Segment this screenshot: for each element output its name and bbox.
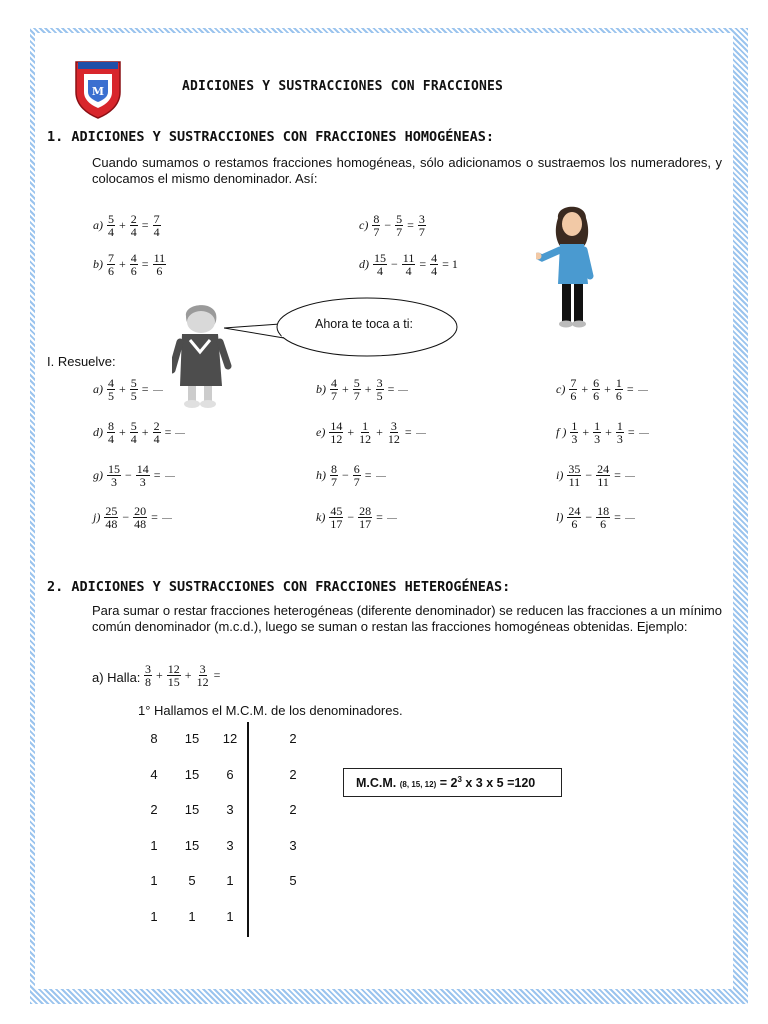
mcm-cell: 2 <box>289 766 297 782</box>
section1-intro: Cuando sumamos o restamos fracciones homogéneas, sólo adicionamos o sustraemos los numeradores, y colocamos el mismo denominador. Así: <box>92 155 722 186</box>
operator: + <box>119 218 126 232</box>
mcm-cell: 4 <box>150 766 158 782</box>
example-halla <box>142 663 222 688</box>
denominator: 11 <box>568 475 581 489</box>
mcm-cell: 15 <box>184 802 200 818</box>
table-divider <box>247 722 249 937</box>
denominator: 7 <box>331 475 337 489</box>
mcm-cell: 5 <box>188 873 196 889</box>
fraction <box>353 463 361 488</box>
exercise-item <box>556 505 635 530</box>
numerator: 3 <box>390 419 397 433</box>
example-halla-label: a) Halla: <box>92 670 141 685</box>
fraction <box>592 377 600 402</box>
numerator: 7 <box>153 212 160 226</box>
answer-blank <box>625 517 635 519</box>
exercise-heading: I. Resuelve: <box>47 354 116 369</box>
mcm-cell: 2 <box>289 802 297 818</box>
mcm-cell: 2 <box>150 802 158 818</box>
answer-blank <box>625 475 635 477</box>
denominator: 6 <box>600 517 607 531</box>
operator: + <box>184 668 192 682</box>
mcm-cell: 1 <box>150 908 158 924</box>
fraction <box>196 663 210 688</box>
mcm-subscript: (8, 15, 12) <box>399 780 437 790</box>
equals-sign: = <box>364 468 372 482</box>
equals-sign: = <box>419 257 427 271</box>
numerator: 4 <box>331 376 337 390</box>
denominator: 4 <box>108 432 114 446</box>
denominator: 6 <box>108 264 114 278</box>
answer-blank <box>398 389 408 391</box>
denominator: 17 <box>359 517 372 531</box>
page-title: ADICIONES Y SUSTRACCIONES CON FRACCIONES <box>182 79 504 94</box>
step1-text: 1° Hallamos el M.C.M. de los denominadores. <box>138 703 403 718</box>
operator: + <box>605 425 612 439</box>
speech-bubble-text: Ahora te toca a ti: <box>315 317 413 331</box>
numerator: 7 <box>108 251 114 265</box>
denominator: 6 <box>615 389 622 403</box>
numerator: 2 <box>153 419 160 433</box>
numerator: 5 <box>353 376 360 390</box>
item-label: j) <box>93 510 101 524</box>
denominator: 7 <box>353 475 360 489</box>
mcm-cell: 8 <box>150 731 158 747</box>
numerator: 1 <box>571 419 578 433</box>
numerator: 3 <box>376 376 383 390</box>
operator: + <box>582 425 590 439</box>
item-label: b) <box>316 382 326 396</box>
answer-blank <box>639 432 649 434</box>
denominator: 7 <box>373 225 380 239</box>
denominator: 48 <box>134 517 147 531</box>
operator: − <box>122 510 130 524</box>
fraction <box>372 213 380 238</box>
fraction <box>130 252 138 277</box>
mcm-cell: 1 <box>226 908 234 924</box>
answer-blank <box>416 432 426 434</box>
item-label: d) <box>93 425 103 439</box>
item-label: a) <box>93 382 103 396</box>
equals-sign: = <box>407 218 414 232</box>
numerator: 1 <box>616 419 623 433</box>
operator: − <box>347 510 355 524</box>
denominator: 12 <box>359 432 372 446</box>
example-a <box>93 213 163 238</box>
numerator: 3 <box>199 662 206 676</box>
equals-sign: = <box>164 425 172 439</box>
answer-blank <box>376 475 386 477</box>
operator: − <box>342 468 349 482</box>
operator: + <box>347 425 355 439</box>
fraction <box>330 377 338 402</box>
mcm-prefix: M.C.M. <box>356 776 397 791</box>
mcm-row <box>135 792 321 828</box>
exercise-item <box>316 420 426 445</box>
numerator: 6 <box>353 462 360 476</box>
denominator: 4 <box>153 432 160 446</box>
equals-sign: = <box>614 510 621 524</box>
fraction <box>373 252 387 277</box>
denominator: 4 <box>153 225 160 239</box>
denominator: 3 <box>594 432 601 446</box>
mcm-row <box>135 828 321 864</box>
fraction <box>353 377 361 402</box>
exercise-item <box>556 420 649 445</box>
exercise-item <box>556 377 648 402</box>
answer-blank <box>175 432 185 434</box>
fraction <box>329 505 343 530</box>
numerator: 45 <box>330 504 343 518</box>
operator: + <box>604 382 611 396</box>
exercise-item <box>93 463 175 488</box>
fraction <box>430 252 438 277</box>
equals-sign: = <box>627 425 635 439</box>
numerator: 8 <box>331 462 337 476</box>
item-label: c) <box>359 218 369 232</box>
mcm-cell: 15 <box>184 766 200 782</box>
equals-sign: = <box>141 382 149 396</box>
equals-sign: = <box>387 382 395 396</box>
numerator: 14 <box>330 419 343 433</box>
denominator: 6 <box>130 264 137 278</box>
equals-sign: = <box>141 257 149 271</box>
numerator: 5 <box>108 212 114 226</box>
mcm-cell <box>249 899 321 935</box>
fraction <box>107 463 121 488</box>
mcm-result-box <box>343 768 562 797</box>
fraction <box>130 213 138 238</box>
denominator: 4 <box>377 264 383 278</box>
item-label: k) <box>316 510 326 524</box>
operator: + <box>141 425 149 439</box>
numerator: 3 <box>418 212 425 226</box>
denominator: 4 <box>108 225 114 239</box>
operator: + <box>119 425 126 439</box>
numerator: 3 <box>145 662 151 676</box>
numerator: 1 <box>362 419 369 433</box>
mcm-row <box>135 757 321 793</box>
section2-heading: 2. ADICIONES Y SUSTRACCIONES CON FRACCIONES HETEROGÉNEAS: <box>47 579 511 595</box>
denominator: 6 <box>593 389 600 403</box>
numerator: 15 <box>108 462 120 476</box>
denominator: 3 <box>111 475 117 489</box>
example-c <box>359 213 428 238</box>
operator: + <box>156 668 163 682</box>
exercise-item <box>93 505 172 530</box>
example-b <box>93 252 168 277</box>
denominator: 6 <box>156 264 163 278</box>
numerator: 2 <box>130 212 137 226</box>
fraction <box>107 252 115 277</box>
numerator: 18 <box>597 504 610 518</box>
operator: − <box>391 257 398 271</box>
fraction <box>387 420 401 445</box>
mcm-cell: 3 <box>289 837 297 853</box>
numerator: 7 <box>570 376 577 390</box>
denominator: 4 <box>130 432 137 446</box>
operator: + <box>581 382 589 396</box>
equals-sign: = <box>213 668 221 682</box>
denominator: 12 <box>387 432 400 446</box>
mcm-cell: 2 <box>289 731 297 747</box>
item-label: b) <box>93 257 103 271</box>
answer-blank <box>162 517 172 519</box>
denominator: 4 <box>405 264 412 278</box>
operator: + <box>119 382 126 396</box>
fraction <box>107 377 115 402</box>
school-crest-icon <box>72 58 124 120</box>
numerator: 5 <box>130 419 137 433</box>
fraction <box>570 420 578 445</box>
denominator: 4 <box>431 264 438 278</box>
denominator: 15 <box>167 675 180 689</box>
item-label: f ) <box>556 425 567 439</box>
fraction <box>569 377 577 402</box>
denominator: 5 <box>130 389 137 403</box>
operator: − <box>125 468 132 482</box>
mcm-row <box>135 899 321 935</box>
mcm-cell: 1 <box>150 837 158 853</box>
item-label: c) <box>556 382 566 396</box>
equals-sign: = <box>626 382 634 396</box>
numerator: 8 <box>373 212 380 226</box>
fraction <box>167 663 181 688</box>
denominator: 3 <box>571 432 578 446</box>
fraction <box>395 213 403 238</box>
numerator: 4 <box>108 376 114 390</box>
numerator: 35 <box>568 462 581 476</box>
item-label: e) <box>316 425 326 439</box>
fraction <box>329 420 343 445</box>
equals-sign: = <box>151 510 158 524</box>
numerator: 20 <box>134 504 147 518</box>
exercise-item <box>316 463 386 488</box>
svg-text:M: M <box>91 85 105 98</box>
fraction <box>153 213 161 238</box>
denominator: 7 <box>418 225 425 239</box>
fraction <box>596 505 610 530</box>
operator: − <box>585 468 593 482</box>
denominator: 6 <box>571 517 578 531</box>
fraction <box>616 420 624 445</box>
result-tail: = 1 <box>442 257 458 271</box>
fraction <box>130 377 138 402</box>
exercise-item <box>316 377 408 402</box>
cartoon-character-icon <box>172 300 232 412</box>
denominator: 7 <box>396 225 403 239</box>
fraction <box>107 213 115 238</box>
equals-sign: = <box>404 425 412 439</box>
numerator: 4 <box>431 251 438 265</box>
mcm-cell: 15 <box>184 731 200 747</box>
item-label: a) <box>93 218 103 232</box>
fraction <box>104 505 118 530</box>
equals-sign: = <box>141 218 149 232</box>
mcm-cell: 3 <box>226 802 234 818</box>
answer-blank <box>638 389 648 391</box>
operator: + <box>342 382 349 396</box>
mcm-row <box>135 863 321 899</box>
fraction <box>567 463 581 488</box>
numerator: 1 <box>594 419 601 433</box>
denominator: 17 <box>330 517 343 531</box>
denominator: 4 <box>130 225 137 239</box>
denominator: 11 <box>597 475 609 489</box>
mcm-row <box>135 721 321 757</box>
mcm-cell: 3 <box>226 837 234 853</box>
fraction <box>376 377 384 402</box>
numerator: 6 <box>593 376 600 390</box>
denominator: 5 <box>376 389 383 403</box>
numerator: 15 <box>374 251 386 265</box>
fraction <box>153 420 161 445</box>
equals-sign: = <box>153 468 161 482</box>
numerator: 5 <box>130 376 137 390</box>
numerator: 12 <box>167 662 180 676</box>
mcm-exponent: 3 <box>457 775 462 784</box>
answer-blank <box>153 389 163 391</box>
fraction <box>593 420 601 445</box>
numerator: 24 <box>597 462 610 476</box>
denominator: 6 <box>570 389 577 403</box>
exercise-item <box>93 377 163 402</box>
mcm-division-table <box>135 721 321 934</box>
fraction <box>615 377 623 402</box>
fraction <box>358 420 372 445</box>
item-label: d) <box>359 257 369 271</box>
numerator: 25 <box>105 504 118 518</box>
mcm-cell: 15 <box>184 837 200 853</box>
fraction <box>153 252 167 277</box>
denominator: 3 <box>616 432 623 446</box>
item-label: g) <box>93 468 103 482</box>
denominator: 48 <box>105 517 118 531</box>
equals-sign: = <box>376 510 383 524</box>
numerator: 1 <box>615 376 622 390</box>
fraction <box>107 420 115 445</box>
fraction <box>596 463 610 488</box>
fraction <box>418 213 426 238</box>
mcm-rest: x 3 x 5 =120 <box>461 776 536 791</box>
item-label: l) <box>556 510 564 524</box>
teacher-illustration-icon <box>536 200 608 332</box>
operator: + <box>364 382 372 396</box>
numerator: 11 <box>153 251 166 265</box>
answer-blank <box>165 475 175 477</box>
numerator: 28 <box>359 504 372 518</box>
operator: + <box>119 257 126 271</box>
numerator: 4 <box>130 251 137 265</box>
numerator: 24 <box>568 504 581 518</box>
mcm-cell: 1 <box>188 908 196 924</box>
fraction <box>133 505 147 530</box>
exercise-item <box>93 420 185 445</box>
answer-blank <box>387 517 397 519</box>
mcm-cell: 6 <box>226 766 234 782</box>
fraction <box>402 252 416 277</box>
fraction <box>136 463 150 488</box>
item-label: h) <box>316 468 326 482</box>
numerator: 14 <box>136 462 149 476</box>
denominator: 8 <box>145 675 151 689</box>
exercise-item <box>316 505 397 530</box>
section1-heading: 1. ADICIONES Y SUSTRACCIONES CON FRACCIONES HOMOGÉNEAS: <box>47 129 495 145</box>
mcm-cell: 5 <box>289 873 297 889</box>
fraction <box>130 420 138 445</box>
example-d <box>359 252 460 277</box>
mcm-eq: = 2 <box>439 776 458 791</box>
denominator: 7 <box>353 389 360 403</box>
mcm-cell: 12 <box>222 731 238 747</box>
denominator: 3 <box>139 475 146 489</box>
denominator: 12 <box>330 432 343 446</box>
section2-intro: Para sumar o restar fracciones heterogéneas (diferente denominador) se reducen las fracciones a un mínimo común denominador (m.c.d.), luego se suman o restan las fracciones homogéneas obtenidas. Ejemplo: <box>92 603 722 634</box>
equals-sign: = <box>614 468 621 482</box>
fraction <box>330 463 338 488</box>
fraction <box>144 663 152 688</box>
item-label: i) <box>556 468 564 482</box>
fraction <box>358 505 372 530</box>
denominator: 12 <box>196 675 209 689</box>
operator: + <box>376 425 383 439</box>
numerator: 8 <box>108 419 114 433</box>
denominator: 7 <box>331 389 337 403</box>
mcm-cell: 1 <box>150 873 158 889</box>
numerator: 5 <box>396 212 403 226</box>
operator: − <box>585 510 593 524</box>
numerator: 11 <box>402 251 415 265</box>
operator: − <box>384 218 392 232</box>
exercise-item <box>556 463 635 488</box>
fraction <box>567 505 581 530</box>
denominator: 5 <box>108 389 114 403</box>
mcm-cell: 1 <box>226 873 234 889</box>
